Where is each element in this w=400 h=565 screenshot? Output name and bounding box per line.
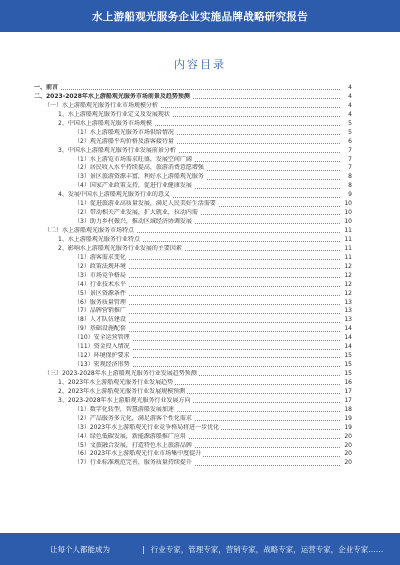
toc-entry[interactable]: [34, 343, 352, 352]
toc-entry[interactable]: [34, 227, 352, 236]
toc-page-number: 6: [341, 138, 352, 147]
toc-entry-text: 2、2023年水上游船观光服务行业发展规模预测: [34, 388, 187, 395]
toc-entry-text: （5）文旅融合发展，打造特色水上旅游品牌: [34, 442, 194, 449]
toc-entry[interactable]: [34, 173, 352, 182]
toc-entry-text: （一）水上游船观光服务行业市场规模分析: [34, 102, 160, 109]
toc-entry[interactable]: [34, 415, 352, 424]
toc-entry-text: 1、水上游船观光服务行业定义及发展现状: [34, 111, 172, 118]
toc-entry[interactable]: [34, 147, 352, 156]
toc-entry-text: （6）2023年水上游船观光行业市场集中度提升: [34, 450, 203, 457]
toc-entry[interactable]: [34, 84, 352, 93]
toc-entry[interactable]: [34, 93, 352, 102]
toc-page-number: 15: [341, 370, 352, 379]
toc-entry-text: （1）水上游览市场需求旺盛，发展空间广阔: [34, 156, 194, 163]
toc-entry-text: （3）景区旅游资源丰富，利好水上游船观光服务: [34, 173, 206, 180]
toc-entry-text: （9）基础设施配套: [34, 325, 128, 332]
toc-entry[interactable]: [34, 361, 352, 370]
toc-entry[interactable]: [34, 334, 352, 343]
toc-entry-text: （7）品牌营销推广: [34, 307, 128, 314]
toc-page-number: 9: [341, 191, 352, 200]
toc-entry-text: 3、中国水上游船观光服务行业发展前景分析: [34, 147, 178, 154]
toc-entry[interactable]: [34, 263, 352, 272]
toc-entry-text: （10）安全运营管理: [34, 334, 132, 341]
toc-entry-text: 1、2023年水上游船观光服务行业发展趋势: [34, 379, 175, 386]
toc-entry-text: 4、发展中国水上游船观光服务行业的意义: [34, 191, 172, 198]
toc-entry-text: （6）服务质量管理: [34, 299, 128, 306]
toc-page-number: 14: [341, 334, 352, 343]
toc-page-number: 12: [341, 272, 352, 281]
toc-page-number: 4: [341, 111, 352, 120]
toc-entry[interactable]: [34, 379, 352, 388]
toc-page-number: 7: [341, 156, 352, 165]
toc-page-number: 17: [341, 388, 352, 397]
toc-page-number: 12: [341, 263, 352, 272]
toc-entry-text: （二）水上游船观光服务市场特点: [34, 227, 136, 234]
toc-entry[interactable]: [34, 254, 352, 263]
toc-entry[interactable]: [34, 424, 352, 433]
toc-page-number: 16: [341, 379, 352, 388]
toc-entry[interactable]: [34, 352, 352, 361]
toc-page-number: 19: [341, 415, 352, 424]
toc-entry[interactable]: [34, 129, 352, 138]
toc-page-number: 14: [341, 343, 352, 352]
toc-page-number: 20: [341, 442, 352, 451]
toc-entry[interactable]: [34, 433, 352, 442]
toc-page-number: 17: [341, 397, 352, 406]
toc-heading: 内容目录: [174, 58, 226, 71]
toc-page-number: 15: [341, 361, 352, 370]
toc-entry-text: （8）人才队伍建设: [34, 316, 128, 323]
toc-page-number: 10: [341, 209, 352, 218]
toc-entry[interactable]: [34, 200, 352, 209]
toc-entry[interactable]: [34, 299, 352, 308]
footer-experts-text: 行业专家，管理专家，营销专家，战略专家，运营专家，企业专家……: [150, 544, 384, 554]
toc-entry[interactable]: [34, 307, 352, 316]
toc-entry-text: 一、前言: [34, 84, 59, 91]
toc-page-number: 11: [341, 254, 352, 263]
toc-entry[interactable]: [34, 236, 352, 245]
toc-page-number: 7: [341, 147, 352, 156]
toc-entry-text: （2）政策法规环境: [34, 263, 128, 270]
toc-entry[interactable]: [34, 450, 352, 459]
toc-page-number: 13: [341, 299, 352, 308]
toc-entry-text: （3）助力乡村振兴，推动区域经济协调发展: [34, 218, 194, 225]
toc-entry-text: （1）水上游船观光服务市场供给情况: [34, 129, 176, 136]
toc-entry[interactable]: [34, 406, 352, 415]
toc-entry-text: （5）景区资源条件: [34, 290, 128, 297]
toc-page-number: 4: [341, 93, 352, 102]
toc-entry-text: （3）市场竞争格局: [34, 272, 128, 279]
toc-page-number: 11: [341, 227, 352, 236]
toc-entry[interactable]: [34, 272, 352, 281]
toc-entry[interactable]: [34, 138, 352, 147]
toc-page-number: 20: [341, 459, 352, 468]
toc-entry-text: （7）行业标准规范完善，服务质量持续提升: [34, 459, 194, 466]
toc-entry[interactable]: [34, 191, 352, 200]
toc-entry-text: （2）观光游船平均价格及游客接待量: [34, 138, 176, 145]
toc-entry[interactable]: [34, 164, 352, 173]
toc-page-number: 10: [341, 218, 352, 227]
toc-entry-text: （2）带动相关产业发展，扩大就业，拉动内需: [34, 209, 200, 216]
toc-entry[interactable]: [34, 245, 352, 254]
toc-page-number: 10: [341, 200, 352, 209]
toc-entry-text: 2、中国水上游船观光服务市场规模: [34, 120, 154, 127]
toc-page-number: 4: [341, 84, 352, 93]
toc-page-number: 20: [341, 450, 352, 459]
toc-entry[interactable]: [34, 370, 352, 379]
toc-entry[interactable]: [34, 316, 352, 325]
toc-entry-text: （13）宏观经济形势: [34, 361, 132, 368]
toc-leader-dots: [34, 89, 340, 90]
toc-entry-text: （3）2023年水上游船观光行业竞争格局将进一步优化: [34, 424, 221, 431]
toc-page-number: 13: [341, 307, 352, 316]
toc-entry[interactable]: [34, 218, 352, 227]
toc-entry-text: （1）游客需求变化: [34, 254, 128, 261]
toc-entry[interactable]: [34, 459, 352, 468]
toc-page-number: 4: [341, 102, 352, 111]
toc-entry-text: 二、2023-2028年水上游船观光服务市场前景及趋势预测: [34, 92, 190, 100]
toc-page-number: 5: [341, 120, 352, 129]
toc-page-number: 13: [341, 316, 352, 325]
toc-entry-text: （三）2023-2028年水上游船观光服务行业发展趋势预测: [34, 370, 199, 377]
toc-page-number: 5: [341, 129, 352, 138]
footer-cta: 让每个人都能成为: [50, 544, 110, 554]
toc-entry[interactable]: [34, 209, 352, 218]
toc-entry-text: （12）环境保护要求: [34, 352, 132, 359]
document-title: 水上游船观光服务企业实施品牌战略研究报告: [92, 10, 308, 23]
table-of-contents: [34, 84, 352, 468]
footer-separator: |: [142, 544, 145, 554]
toc-entry-text: （4）国家产业政策支持，促进行业健康发展: [34, 182, 194, 189]
toc-page-number: 18: [341, 406, 352, 415]
toc-entry-text: （4）行业技术水平: [34, 281, 128, 288]
toc-entry[interactable]: [34, 182, 352, 191]
toc-entry[interactable]: [34, 397, 352, 406]
toc-entry[interactable]: [34, 281, 352, 290]
toc-entry-text: （2）产品服务多元化，满足游客个性化需求: [34, 415, 194, 422]
document-header: [0, 0, 400, 32]
toc-entry-text: （4）绿色低碳发展，新能源游船推广应用: [34, 433, 188, 440]
toc-entry-text: 3、2023-2028年水上游船观光服务行业发展方向: [34, 397, 193, 404]
document-footer: [0, 533, 400, 565]
toc-entry-text: （1）数字化转型，智慧游船发展加速: [34, 406, 176, 413]
toc-page-number: 7: [341, 164, 352, 173]
toc-page-number: 12: [341, 290, 352, 299]
toc-page-number: 14: [341, 325, 352, 334]
toc-entry[interactable]: [34, 290, 352, 299]
toc-page-number: 8: [341, 173, 352, 182]
toc-entry-text: （2）居民收入水平持续提高，旅游消费意愿增强: [34, 164, 206, 171]
toc-page-number: 15: [341, 352, 352, 361]
toc-entry-text: （1）促进旅游业高质量发展，满足人民美好生活需要: [34, 200, 218, 207]
toc-entry[interactable]: [34, 325, 352, 334]
toc-page-number: 19: [341, 424, 352, 433]
toc-entry[interactable]: [34, 102, 352, 111]
toc-entry[interactable]: [34, 120, 352, 129]
toc-page-number: 8: [341, 182, 352, 191]
toc-entry-text: 2、影响水上游船观光服务行业发展的主要因素: [34, 245, 184, 252]
toc-page-number: 20: [341, 433, 352, 442]
toc-page-number: 11: [341, 245, 352, 254]
toc-entry[interactable]: [34, 111, 352, 120]
toc-entry[interactable]: [34, 156, 352, 165]
toc-entry-text: 1、水上游船观光服务行业特点: [34, 236, 142, 243]
toc-entry[interactable]: [34, 388, 352, 397]
toc-page-number: 12: [341, 281, 352, 290]
toc-entry-text: （11）资金投入情况: [34, 343, 132, 350]
toc-page-number: 11: [341, 236, 352, 245]
toc-entry[interactable]: [34, 442, 352, 451]
